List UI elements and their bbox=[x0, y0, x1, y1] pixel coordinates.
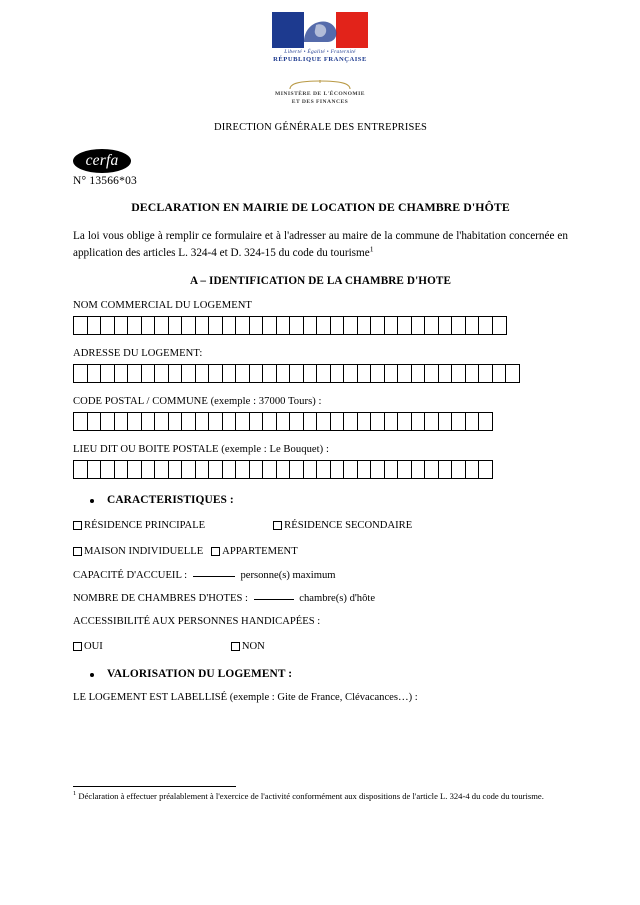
label-lieu-dit: LIEU DIT OU BOITE POSTALE (exemple : Le Bouquet) : bbox=[73, 444, 329, 455]
label-adresse: ADRESSE DU LOGEMENT: bbox=[73, 348, 203, 359]
document-content bbox=[0, 122, 640, 703]
devise-text: Liberté • Égalité • Fraternité bbox=[284, 49, 356, 55]
intro-text: La loi vous oblige à remplir ce formulaire et à l'adresser au maire de la commune de l'habitation concernée en application des articles L. 324-4 et D. 324-15 du code du tourisme bbox=[73, 230, 568, 259]
unit-capacite-accueil: personne(s) maximum bbox=[240, 570, 336, 581]
label-accessibilite-non: NON bbox=[241, 640, 265, 652]
marianne-profile-icon bbox=[294, 16, 346, 44]
comb-input-code-postal[interactable] bbox=[73, 412, 568, 431]
checkbox-accessibilite-non[interactable] bbox=[231, 642, 240, 651]
label-nombre-chambres: NOMBRE DE CHAMBRES D'HOTES : bbox=[73, 593, 248, 604]
bullet-caracteristiques-label: CARACTERISTIQUES : bbox=[107, 494, 234, 506]
checkbox-appartement[interactable] bbox=[211, 547, 220, 556]
ministry-name-line2: ET DES FINANCES bbox=[291, 98, 349, 105]
french-flag-logo bbox=[272, 12, 368, 63]
label-capacite-accueil: CAPACITÉ D'ACCUEIL : bbox=[73, 570, 188, 581]
checkbox-residence-principale[interactable] bbox=[73, 521, 82, 530]
comb-input-nom-commercial[interactable] bbox=[73, 316, 568, 335]
cerfa-logo: cerfa bbox=[73, 149, 131, 173]
bullet-dot-icon bbox=[90, 673, 94, 677]
footnote-separator bbox=[73, 786, 236, 787]
label-accessibilite: ACCESSIBILITÉ AUX PERSONNES HANDICAPÉES : bbox=[73, 616, 321, 627]
label-code-postal: CODE POSTAL / COMMUNE (exemple : 37000 Tours) : bbox=[73, 396, 322, 407]
label-residence-principale: RÉSIDENCE PRINCIPALE bbox=[84, 519, 206, 531]
bullet-caracteristiques bbox=[73, 494, 568, 506]
republic-name-text: RÉPUBLIQUE FRANÇAISE bbox=[273, 56, 367, 63]
comb-input-adresse[interactable] bbox=[73, 364, 568, 383]
intro-paragraph bbox=[73, 228, 568, 261]
row-type-residence bbox=[73, 518, 568, 532]
row-type-logement bbox=[73, 544, 568, 558]
intro-footnote-marker: 1 bbox=[369, 243, 374, 253]
section-a-heading: A – IDENTIFICATION DE LA CHAMBRE D'HOTE bbox=[189, 275, 452, 287]
row-capacite-accueil bbox=[73, 570, 568, 581]
bullet-valorisation-label: VALORISATION DU LOGEMENT : bbox=[107, 668, 293, 680]
input-nombre-chambres[interactable] bbox=[254, 599, 294, 600]
comb-cell[interactable] bbox=[478, 460, 493, 479]
checkbox-maison-individuelle[interactable] bbox=[73, 547, 82, 556]
cerfa-number: N° 13566*03 bbox=[73, 175, 137, 187]
label-appartement: APPARTEMENT bbox=[222, 545, 298, 557]
comb-cell[interactable] bbox=[505, 364, 520, 383]
label-nom-commercial: NOM COMMERCIAL DU LOGEMENT bbox=[73, 300, 252, 311]
input-capacite-accueil[interactable] bbox=[193, 576, 235, 577]
label-maison-individuelle: MAISON INDIVIDUELLE bbox=[84, 545, 204, 557]
label-residence-secondaire: RÉSIDENCE SECONDAIRE bbox=[284, 519, 413, 531]
row-accessibilite-choice bbox=[73, 639, 568, 653]
comb-cell[interactable] bbox=[478, 412, 493, 431]
tricolor-flag-icon bbox=[272, 12, 368, 48]
comb-cell[interactable] bbox=[492, 316, 507, 335]
footnote-marker: 1 bbox=[73, 790, 77, 798]
comb-input-lieu-dit[interactable] bbox=[73, 460, 568, 479]
direction-generale-heading: DIRECTION GÉNÉRALE DES ENTREPRISES bbox=[213, 122, 428, 133]
ministry-logo-block bbox=[0, 80, 640, 106]
checkbox-accessibilite-oui[interactable] bbox=[73, 642, 82, 651]
label-accessibilite-oui: OUI bbox=[84, 640, 103, 652]
row-nombre-chambres bbox=[73, 593, 568, 604]
footnote-block bbox=[73, 786, 573, 803]
ministry-arch-icon bbox=[287, 80, 353, 90]
ministry-name-line1: MINISTÈRE DE L'ÉCONOMIE bbox=[275, 91, 365, 97]
label-logement-labellise: LE LOGEMENT EST LABELLISÉ (exemple : Gite de France, Clévacances…) : bbox=[73, 692, 418, 703]
unit-nombre-chambres: chambre(s) d'hôte bbox=[299, 593, 376, 604]
footnote-body: Déclaration à effectuer préalablement à l'exercice de l'activité conformément aux dispositions de l'article L. 324-4 du code du tourisme. bbox=[78, 791, 544, 801]
bullet-valorisation bbox=[73, 668, 568, 680]
republic-logo-block bbox=[0, 0, 640, 66]
checkbox-residence-secondaire[interactable] bbox=[273, 521, 282, 530]
bullet-dot-icon bbox=[90, 499, 94, 503]
page-title: DECLARATION EN MAIRIE DE LOCATION DE CHAMBRE D'HÔTE bbox=[131, 200, 510, 214]
footnote-text bbox=[73, 791, 573, 803]
cerfa-block bbox=[73, 149, 568, 187]
